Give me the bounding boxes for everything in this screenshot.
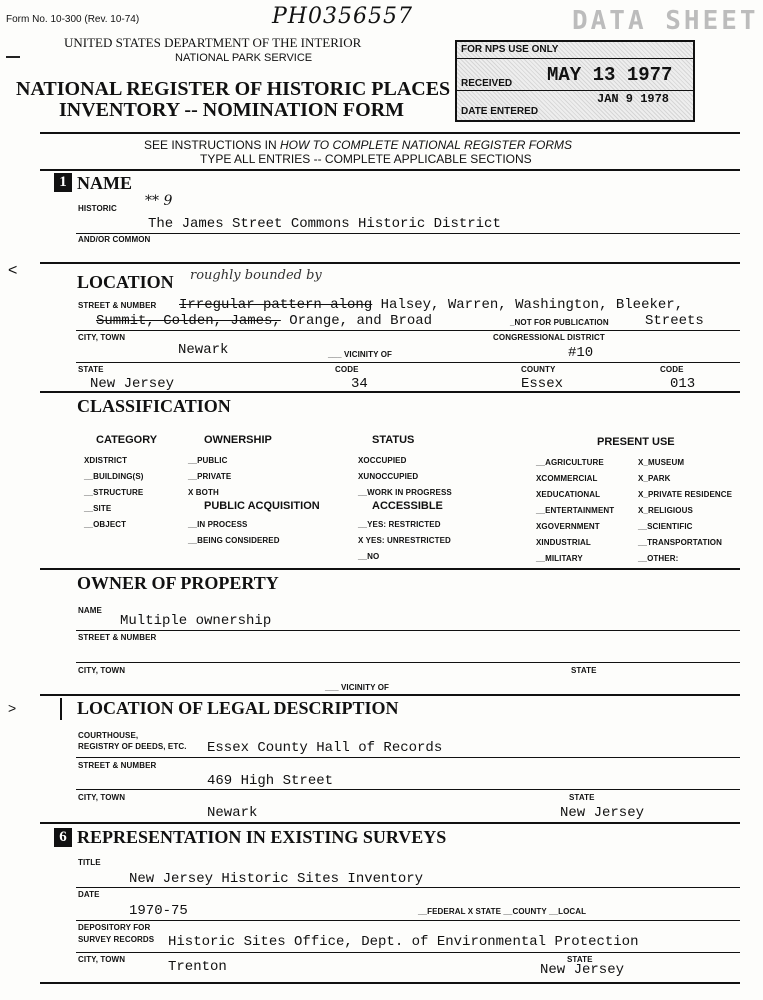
- not-for-publication: _NOT FOR PUBLICATION: [510, 318, 609, 327]
- survey-state-label: STATE: [567, 955, 593, 964]
- owner-state-label: STATE: [571, 666, 597, 675]
- legal-street-label: STREET & NUMBER: [78, 761, 157, 770]
- ownership-both: X BOTH: [188, 488, 219, 497]
- received-date: MAY 13 1977: [547, 64, 673, 86]
- present-use-right-list: [638, 455, 732, 567]
- date-entered-value: JAN 9 1978: [597, 92, 670, 106]
- courthouse-label-line2: REGISTRY OF DEEDS, ETC.: [78, 742, 187, 751]
- divider: [40, 132, 740, 134]
- legal-street-value: 469 High Street: [207, 773, 334, 789]
- ownership-public: __PUBLIC: [188, 456, 228, 465]
- accessible-unrestricted: X YES: UNRESTRICTED: [358, 536, 451, 545]
- category-site: __SITE: [84, 504, 112, 513]
- legal-state-label: STATE: [569, 793, 595, 802]
- location-street-line1: Irregular pattern along Halsey, Warren, Washington, Bleeker,: [179, 297, 684, 313]
- location-city-value: Newark: [178, 342, 229, 358]
- surveys-section-heading: REPRESENTATION IN EXISTING SURVEYS: [77, 827, 447, 847]
- use-other: __OTHER:: [638, 554, 679, 563]
- category-structure: __STRUCTURE: [84, 488, 144, 497]
- historic-handwritten-note: ** 9: [145, 193, 173, 209]
- survey-state-value: New Jersey: [540, 962, 625, 978]
- divider: [40, 391, 740, 393]
- ownership-heading: OWNERSHIP: [204, 434, 272, 446]
- nps-use-only-box: [455, 40, 695, 122]
- form-number: Form No. 10-300 (Rev. 10-74): [6, 14, 140, 25]
- category-list: [84, 453, 144, 533]
- use-commercial: XCOMMERCIAL: [536, 474, 598, 483]
- legal-description-heading: LOCATION OF LEGAL DESCRIPTION: [77, 698, 399, 718]
- present-use-heading: PRESENT USE: [597, 436, 675, 448]
- form-title-line1: NATIONAL REGISTER OF HISTORIC PLACES: [16, 78, 451, 100]
- acquisition-list: [188, 517, 280, 549]
- name-section-heading: NAME: [77, 173, 132, 193]
- legal-city-label: CITY, TOWN: [78, 793, 126, 802]
- street-number-label: STREET & NUMBER: [78, 301, 157, 310]
- accessible-heading: ACCESSIBLE: [372, 500, 443, 512]
- use-scientific: __SCIENTIFIC: [638, 522, 693, 531]
- category-object: __OBJECT: [84, 520, 127, 529]
- location-handwritten-note: roughly bounded by: [190, 268, 322, 283]
- status-occupied: XOCCUPIED: [358, 456, 407, 465]
- county-code-value: 013: [670, 376, 696, 392]
- divider: [40, 982, 740, 984]
- depository-label-line1: DEPOSITORY FOR: [78, 923, 151, 932]
- classification-section-heading: CLASSIFICATION: [77, 396, 231, 416]
- location-street-line2: Summit, Colden, James, Orange, and Broad: [96, 313, 433, 329]
- margin-mark: >: [8, 700, 17, 716]
- survey-city-label: CITY, TOWN: [78, 955, 126, 964]
- ownership-private: __PRIVATE: [188, 472, 232, 481]
- nps-box-heading: FOR NPS USE ONLY: [461, 44, 559, 55]
- acquisition-being-considered: __BEING CONSIDERED: [188, 536, 280, 545]
- instructions-line2: TYPE ALL ENTRIES -- COMPLETE APPLICABLE SECTIONS: [200, 152, 532, 166]
- use-religious: X_RELIGIOUS: [638, 506, 693, 515]
- use-park: X_PARK: [638, 474, 671, 483]
- survey-title-label: TITLE: [78, 858, 101, 867]
- category-buildings: __BUILDING(S): [84, 472, 144, 481]
- vicinity-of-label: ___ VICINITY OF: [328, 350, 393, 359]
- category-heading: CATEGORY: [96, 434, 158, 446]
- use-industrial: XINDUSTRIAL: [536, 538, 591, 547]
- state-code-value: 34: [351, 376, 368, 392]
- owner-section-heading: OWNER OF PROPERTY: [77, 573, 279, 593]
- use-military: __MILITARY: [536, 554, 583, 563]
- agency-name: NATIONAL PARK SERVICE: [175, 52, 313, 64]
- owner-street-label: STREET & NUMBER: [78, 633, 157, 642]
- survey-level-options: __FEDERAL X STATE __COUNTY __LOCAL: [418, 907, 587, 916]
- courthouse-value: Essex County Hall of Records: [207, 740, 443, 756]
- depository-label-line2: SURVEY RECORDS: [78, 935, 155, 944]
- section-number-6: 6: [54, 828, 72, 847]
- form-title-line2: INVENTORY -- NOMINATION FORM: [59, 99, 405, 121]
- congressional-district-value: #10: [568, 345, 594, 361]
- section-number-1: 1: [54, 173, 72, 192]
- survey-date-label: DATE: [78, 890, 100, 899]
- owner-name-label: NAME: [78, 606, 102, 615]
- present-use-left-list: [536, 455, 614, 567]
- state-label: STATE: [78, 365, 104, 374]
- status-work-in-progress: __WORK IN PROGRESS: [358, 488, 452, 497]
- state-value: New Jersey: [90, 376, 175, 392]
- use-museum: X_MUSEUM: [638, 458, 685, 467]
- county-value: Essex: [521, 376, 564, 392]
- divider: [40, 262, 740, 264]
- instructions-line1: SEE INSTRUCTIONS IN HOW TO COMPLETE NATIONAL REGISTER FORMS: [144, 138, 573, 152]
- divider: [40, 568, 740, 570]
- county-label: COUNTY: [521, 365, 556, 374]
- accessible-no: __NO: [358, 552, 380, 561]
- historic-label: HISTORIC: [78, 204, 117, 213]
- depository-value: Historic Sites Office, Dept. of Environmental Protection: [168, 934, 639, 950]
- date-entered-label: DATE ENTERED: [461, 106, 539, 117]
- ownership-list: [188, 453, 231, 501]
- accessible-list: [358, 517, 451, 565]
- location-section-heading: LOCATION: [77, 272, 174, 292]
- use-educational: XEDUCATIONAL: [536, 490, 601, 499]
- divider: [40, 694, 740, 696]
- category-district: XDISTRICT: [84, 456, 128, 465]
- survey-title-value: New Jersey Historic Sites Inventory: [129, 871, 424, 887]
- received-label: RECEIVED: [461, 78, 513, 89]
- divider: [40, 822, 740, 824]
- acquisition-in-process: __IN PROCESS: [188, 520, 248, 529]
- historic-name-value: The James Street Commons Historic District: [148, 216, 501, 232]
- owner-city-label: CITY, TOWN: [78, 666, 126, 675]
- legal-state-value: New Jersey: [560, 805, 645, 821]
- status-list: [358, 453, 452, 501]
- margin-mark: [6, 56, 20, 58]
- state-code-label: CODE: [335, 365, 359, 374]
- status-heading: STATUS: [372, 434, 415, 446]
- status-unoccupied: XUNOCCUPIED: [358, 472, 419, 481]
- use-government: XGOVERNMENT: [536, 522, 600, 531]
- use-transportation: __TRANSPORTATION: [638, 538, 722, 547]
- accessible-restricted: __YES: RESTRICTED: [358, 520, 441, 529]
- city-town-label: CITY, TOWN: [78, 333, 126, 342]
- common-name-label: AND/OR COMMON: [78, 235, 151, 244]
- margin-mark: <: [8, 262, 18, 279]
- legal-city-value: Newark: [207, 805, 258, 821]
- owner-vicinity-label: ___ VICINITY OF: [325, 683, 390, 692]
- department-name: UNITED STATES DEPARTMENT OF THE INTERIOR: [64, 35, 362, 50]
- streets-word: Streets: [645, 313, 704, 329]
- courthouse-label-line1: COURTHOUSE,: [78, 731, 139, 740]
- use-agriculture: __AGRICULTURE: [536, 458, 604, 467]
- owner-name-value: Multiple ownership: [120, 613, 272, 629]
- public-acquisition-heading: PUBLIC ACQUISITION: [204, 500, 320, 512]
- data-sheet-stamp: DATA SHEET: [572, 6, 759, 36]
- congressional-district-label: CONGRESSIONAL DISTRICT: [493, 333, 605, 342]
- use-entertainment: __ENTERTAINMENT: [536, 506, 615, 515]
- survey-date-value: 1970-75: [129, 903, 188, 919]
- handwritten-file-id: PH0356557: [272, 4, 413, 29]
- county-code-label: CODE: [660, 365, 684, 374]
- divider: [40, 169, 740, 171]
- use-private-residence: X_PRIVATE RESIDENCE: [638, 490, 733, 499]
- survey-city-value: Trenton: [168, 959, 227, 975]
